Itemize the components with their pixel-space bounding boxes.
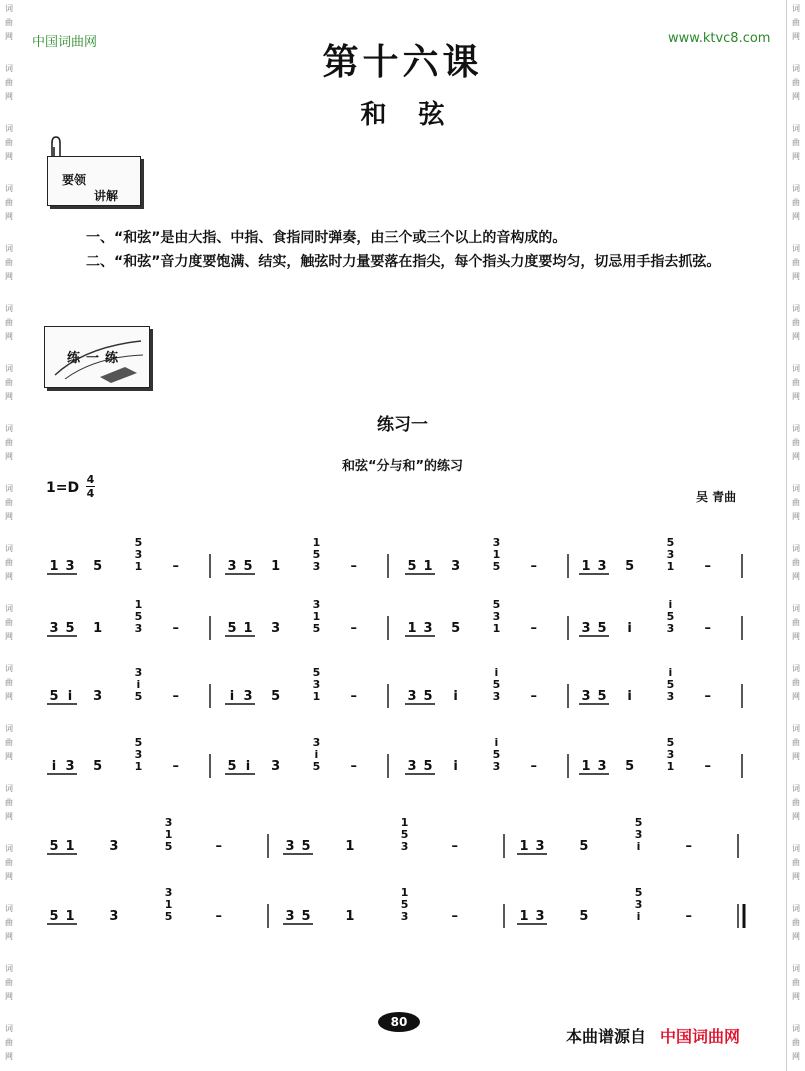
note: i	[51, 759, 57, 774]
chord-note: 1	[164, 898, 173, 911]
chord-note: 3	[666, 548, 675, 561]
exercise-subtitle: 和弦“分与和”的练习	[341, 459, 464, 474]
note: 3	[65, 759, 75, 774]
side-watermark-char: 曲	[792, 498, 800, 507]
note: i	[245, 759, 251, 774]
chord-note: i	[494, 666, 499, 679]
sustain-dash: –	[704, 759, 712, 774]
note: 1	[93, 621, 103, 636]
side-watermark-char: 词	[5, 904, 13, 913]
note: 1	[519, 909, 529, 924]
side-watermark-char: 曲	[792, 318, 800, 327]
chord-note: 5	[666, 678, 675, 691]
side-watermark-char: 网	[5, 332, 13, 341]
chord-note: 1	[400, 886, 409, 899]
chord-note: 5	[134, 690, 143, 703]
side-watermark-char: 网	[5, 1052, 13, 1061]
note: 3	[285, 839, 295, 854]
note: 3	[597, 759, 607, 774]
chord-note: i	[636, 840, 641, 853]
chord-note: i	[314, 748, 319, 761]
side-watermark-char: 网	[792, 32, 800, 41]
chord-note: 5	[312, 548, 321, 561]
note: 5	[423, 689, 433, 704]
paragraph-2: 二、“和弦”音力度要饱满、结实，触弦时力量要落在指尖，每个指头力度要均匀，切忌用手指去抓弦。	[86, 254, 721, 270]
note: 5	[93, 559, 103, 574]
note: 5	[65, 621, 75, 636]
sustain-dash: –	[350, 759, 358, 774]
side-watermark-char: 网	[792, 992, 800, 1001]
note: 3	[423, 621, 433, 636]
side-watermark-char: 网	[792, 812, 800, 821]
side-watermark-char: 网	[792, 932, 800, 941]
side-watermark-char: 词	[792, 184, 800, 193]
side-watermark-char: 词	[5, 64, 13, 73]
side-watermark-char: 网	[792, 392, 800, 401]
side-watermark-char: 网	[792, 572, 800, 581]
chord-note: 1	[312, 610, 321, 623]
note: 3	[581, 621, 591, 636]
note: 5	[243, 559, 253, 574]
sustain-dash: –	[172, 689, 180, 704]
chord-note: 5	[312, 666, 321, 679]
side-watermark-char: 曲	[792, 198, 800, 207]
side-watermark-char: 曲	[5, 858, 13, 867]
score-staff	[40, 500, 770, 990]
chord-note: 3	[312, 736, 321, 749]
chord-note: 3	[400, 910, 409, 923]
side-watermark-char: 曲	[5, 798, 13, 807]
note: 1	[345, 909, 355, 924]
side-watermark-char: 词	[5, 124, 13, 133]
chord-note: 5	[400, 828, 409, 841]
note: 5	[597, 621, 607, 636]
chord-note: 1	[666, 760, 675, 773]
side-watermark-char: 词	[792, 664, 800, 673]
sustain-dash: –	[704, 559, 712, 574]
side-watermark-char: 词	[5, 784, 13, 793]
chord-note: 5	[666, 736, 675, 749]
side-watermark-char: 曲	[5, 78, 13, 87]
side-watermark-char: 词	[792, 604, 800, 613]
note: 5	[227, 759, 237, 774]
side-watermark-char: 词	[792, 244, 800, 253]
side-watermark-char: 词	[792, 4, 800, 13]
side-watermark-char: 词	[792, 484, 800, 493]
side-watermark-char: 网	[5, 32, 13, 41]
note: 5	[301, 909, 311, 924]
side-watermark-char: 词	[5, 1024, 13, 1033]
side-watermark-char: 网	[5, 212, 13, 221]
side-watermark-char: 曲	[792, 378, 800, 387]
sustain-dash: –	[451, 909, 458, 924]
note: 3	[581, 689, 591, 704]
side-watermark-char: 网	[5, 392, 13, 401]
note: 1	[65, 909, 75, 924]
time-bottom: 4	[86, 487, 95, 500]
note: 1	[581, 559, 591, 574]
note: 5	[451, 621, 461, 636]
sustain-dash: –	[530, 621, 538, 636]
side-watermark-char: 词	[792, 784, 800, 793]
note: 1	[345, 839, 355, 854]
side-watermark-char: 词	[5, 844, 13, 853]
chord-note: 5	[164, 840, 173, 853]
chord-note: 5	[312, 760, 321, 773]
side-watermark-char: 曲	[5, 918, 13, 927]
side-watermark-char: 词	[792, 124, 800, 133]
side-watermark-char: 曲	[5, 558, 13, 567]
side-watermark-char: 曲	[792, 738, 800, 747]
note: 3	[49, 621, 59, 636]
chord-note: 3	[400, 840, 409, 853]
note: 1	[49, 559, 59, 574]
chord-note: i	[136, 678, 141, 691]
chord-note: 5	[492, 678, 501, 691]
note: 3	[109, 839, 119, 854]
note: 3	[535, 839, 545, 854]
side-watermark-char: 网	[5, 272, 13, 281]
sustain-dash: –	[215, 909, 222, 924]
chord-note: 3	[492, 536, 501, 549]
note: 1	[519, 839, 529, 854]
side-watermark-char: 网	[5, 692, 13, 701]
side-watermark-char: 曲	[5, 138, 13, 147]
note: 5	[227, 621, 237, 636]
side-watermark-char: 网	[792, 872, 800, 881]
note: 3	[271, 621, 281, 636]
side-watermark-char: 曲	[5, 198, 13, 207]
sustain-dash: –	[530, 759, 538, 774]
watermark-left[interactable]: 中国词曲网	[32, 35, 98, 50]
side-watermark-char: 网	[5, 872, 13, 881]
note: 5	[423, 759, 433, 774]
key-signature: 1=D	[46, 480, 80, 496]
watermark-right[interactable]: www.ktvc8.com	[668, 31, 771, 46]
note: 5	[271, 689, 281, 704]
side-watermark-char: 词	[5, 4, 13, 13]
side-watermark-char: 曲	[5, 978, 13, 987]
chord-note: 1	[666, 560, 675, 573]
side-watermark-char: 词	[5, 544, 13, 553]
note: 3	[407, 689, 417, 704]
side-watermark-char: 曲	[5, 738, 13, 747]
chord-note: 5	[164, 910, 173, 923]
side-watermark-char: 网	[5, 632, 13, 641]
chord-note: 3	[164, 886, 173, 899]
note: 3	[227, 559, 237, 574]
chord-note: 3	[134, 548, 143, 561]
chord-note: 3	[312, 678, 321, 691]
side-watermark-char: 曲	[792, 618, 800, 627]
chord-note: 1	[134, 598, 143, 611]
composer-credit: 吴 青曲	[696, 490, 737, 504]
side-watermark-char: 词	[792, 724, 800, 733]
note: 5	[301, 839, 311, 854]
chord-note: 3	[492, 610, 501, 623]
chord-note: 3	[634, 898, 643, 911]
side-watermark-char: 网	[792, 272, 800, 281]
side-watermark-char: 词	[5, 184, 13, 193]
note: 5	[49, 689, 59, 704]
side-watermark-char: 网	[792, 212, 800, 221]
chord-note: 1	[134, 560, 143, 573]
side-watermark-char: 词	[5, 604, 13, 613]
note: 3	[285, 909, 295, 924]
sustain-dash: –	[530, 559, 538, 574]
side-watermark-char: 曲	[5, 378, 13, 387]
side-watermark-char: 词	[792, 304, 800, 313]
practice-badge-label: 练一练	[67, 351, 125, 366]
side-watermark-char: 网	[5, 572, 13, 581]
chord-note: 3	[134, 666, 143, 679]
note: 3	[407, 759, 417, 774]
exercise-title: 练习一	[377, 415, 428, 435]
chord-note: 5	[492, 560, 501, 573]
time-signature	[86, 474, 95, 499]
note: i	[229, 689, 235, 704]
note: 3	[535, 909, 545, 924]
chord-note: 5	[634, 886, 643, 899]
side-watermark-char: 网	[792, 332, 800, 341]
chord-note: 5	[312, 622, 321, 635]
chord-note: 5	[134, 610, 143, 623]
side-watermark-char: 曲	[5, 258, 13, 267]
side-watermark-char: 曲	[792, 18, 800, 27]
chord-note: i	[668, 598, 673, 611]
note: i	[67, 689, 73, 704]
chord-note: 5	[134, 736, 143, 749]
paragraph-1: 一、“和弦”是由大指、中指、食指同时弹奏，由三个或三个以上的音构成的。	[86, 230, 567, 246]
side-watermark-char: 词	[792, 844, 800, 853]
side-watermark-char: 曲	[792, 438, 800, 447]
key-points-badge	[47, 156, 141, 206]
chord-note: 3	[492, 690, 501, 703]
chord-note: 3	[312, 598, 321, 611]
note: 3	[597, 559, 607, 574]
chord-note: 5	[634, 816, 643, 829]
side-watermark-char: 曲	[5, 678, 13, 687]
side-watermark-char: 词	[5, 724, 13, 733]
badge-line1: 要领	[62, 173, 87, 187]
sustain-dash: –	[685, 839, 692, 854]
side-watermark-char: 曲	[792, 858, 800, 867]
source-site[interactable]: 中国词曲网	[660, 1027, 741, 1046]
source-prefix: 本曲谱源自	[566, 1027, 647, 1046]
note: 3	[65, 559, 75, 574]
note: 5	[597, 689, 607, 704]
note: 5	[625, 559, 635, 574]
side-watermark-char: 词	[5, 664, 13, 673]
side-watermark-char: 词	[5, 424, 13, 433]
side-watermark-char: 网	[5, 932, 13, 941]
side-watermark-char: 曲	[5, 618, 13, 627]
side-watermark-char: 曲	[792, 138, 800, 147]
side-watermark-char: 曲	[792, 978, 800, 987]
side-watermark-char: 曲	[792, 78, 800, 87]
side-watermark-char: 词	[792, 964, 800, 973]
sustain-dash: –	[704, 689, 712, 704]
side-watermark-char: 网	[792, 152, 800, 161]
side-watermark-char: 词	[5, 304, 13, 313]
note: 3	[93, 689, 103, 704]
sustain-dash: –	[530, 689, 538, 704]
chord-note: 5	[492, 748, 501, 761]
note: 1	[271, 559, 281, 574]
side-watermark-char: 网	[792, 752, 800, 761]
note: 5	[407, 559, 417, 574]
chord-note: i	[636, 910, 641, 923]
chord-note: 1	[400, 816, 409, 829]
note: 5	[625, 759, 635, 774]
side-watermark-char: 词	[792, 424, 800, 433]
sustain-dash: –	[350, 689, 358, 704]
chord-note: 3	[634, 828, 643, 841]
side-watermark-char: 网	[5, 452, 13, 461]
sustain-dash: –	[215, 839, 222, 854]
side-watermark-char: 曲	[792, 258, 800, 267]
side-watermark-char: 词	[5, 364, 13, 373]
note: 5	[579, 839, 589, 854]
side-watermark-char: 网	[792, 452, 800, 461]
chord-note: i	[668, 666, 673, 679]
chord-note: 5	[400, 898, 409, 911]
side-watermark-char: 网	[792, 512, 800, 521]
side-watermark-char: 词	[792, 364, 800, 373]
sustain-dash: –	[685, 909, 692, 924]
side-watermark-char: 词	[792, 64, 800, 73]
note: 5	[49, 909, 59, 924]
lesson-title: 第十六课	[322, 42, 483, 83]
note: 5	[49, 839, 59, 854]
time-top: 4	[86, 473, 95, 486]
sustain-dash: –	[172, 621, 180, 636]
side-watermark-char: 网	[792, 92, 800, 101]
chord-note: 5	[666, 610, 675, 623]
side-watermark-char: 网	[792, 692, 800, 701]
note: 1	[243, 621, 253, 636]
note: 3	[109, 909, 119, 924]
sustain-dash: –	[350, 559, 358, 574]
note: i	[453, 759, 458, 774]
side-watermark-char: 曲	[5, 498, 13, 507]
sustain-dash: –	[350, 621, 358, 636]
side-watermark-char: 网	[5, 92, 13, 101]
note: i	[627, 689, 632, 704]
chord-note: 3	[666, 622, 675, 635]
note: 1	[407, 621, 417, 636]
chord-note: 1	[312, 690, 321, 703]
chord-note: 1	[312, 536, 321, 549]
chord-note: 1	[492, 548, 501, 561]
chord-note: 3	[666, 748, 675, 761]
chord-note: 3	[134, 622, 143, 635]
chord-note: 3	[666, 690, 675, 703]
source-credit	[566, 1024, 740, 1047]
side-watermark-char: 词	[5, 244, 13, 253]
note: i	[627, 621, 632, 636]
chord-note: 1	[164, 828, 173, 841]
note: 3	[451, 559, 461, 574]
note: i	[453, 689, 458, 704]
side-watermark-char: 网	[5, 152, 13, 161]
note: 3	[271, 759, 281, 774]
chord-note: 3	[492, 760, 501, 773]
side-watermark-char: 网	[5, 992, 13, 1001]
chord-note: 1	[492, 622, 501, 635]
side-watermark-char: 词	[792, 544, 800, 553]
chord-note: 5	[492, 598, 501, 611]
side-watermark-char: 词	[792, 1024, 800, 1033]
side-watermark-char: 曲	[5, 1038, 13, 1047]
note: 1	[65, 839, 75, 854]
side-watermark-char: 网	[5, 512, 13, 521]
sustain-dash: –	[172, 759, 180, 774]
side-watermark-char: 词	[792, 904, 800, 913]
chord-note: 3	[312, 560, 321, 573]
side-watermark-char: 词	[5, 964, 13, 973]
note: 3	[243, 689, 253, 704]
note: 1	[423, 559, 433, 574]
chord-note: 1	[134, 760, 143, 773]
side-watermark-char: 曲	[792, 798, 800, 807]
side-watermark-char: 曲	[792, 1038, 800, 1047]
chord-note: 5	[134, 536, 143, 549]
side-watermark-char: 曲	[5, 18, 13, 27]
note: 5	[93, 759, 103, 774]
badge-line2: 讲解	[94, 189, 119, 203]
left-watermark-column	[2, 0, 16, 1071]
sustain-dash: –	[451, 839, 458, 854]
score-svg	[40, 500, 770, 990]
chord-note: i	[494, 736, 499, 749]
note: 1	[581, 759, 591, 774]
lesson-subtitle: 和弦	[360, 100, 477, 130]
side-watermark-char: 曲	[5, 318, 13, 327]
right-watermark-column	[789, 0, 803, 1071]
chord-note: 5	[666, 536, 675, 549]
side-watermark-char: 曲	[792, 918, 800, 927]
sustain-dash: –	[704, 621, 712, 636]
chord-note: 3	[134, 748, 143, 761]
side-watermark-char: 网	[5, 752, 13, 761]
page-number: 80	[378, 1012, 420, 1032]
note: 5	[579, 909, 589, 924]
side-watermark-char: 曲	[792, 558, 800, 567]
sustain-dash: –	[172, 559, 180, 574]
practice-badge	[44, 326, 150, 388]
side-watermark-char: 曲	[5, 438, 13, 447]
side-watermark-char: 词	[5, 484, 13, 493]
side-watermark-char: 网	[792, 1052, 800, 1061]
side-watermark-char: 网	[792, 632, 800, 641]
side-watermark-char: 曲	[792, 678, 800, 687]
side-watermark-char: 网	[5, 812, 13, 821]
chord-note: 3	[164, 816, 173, 829]
